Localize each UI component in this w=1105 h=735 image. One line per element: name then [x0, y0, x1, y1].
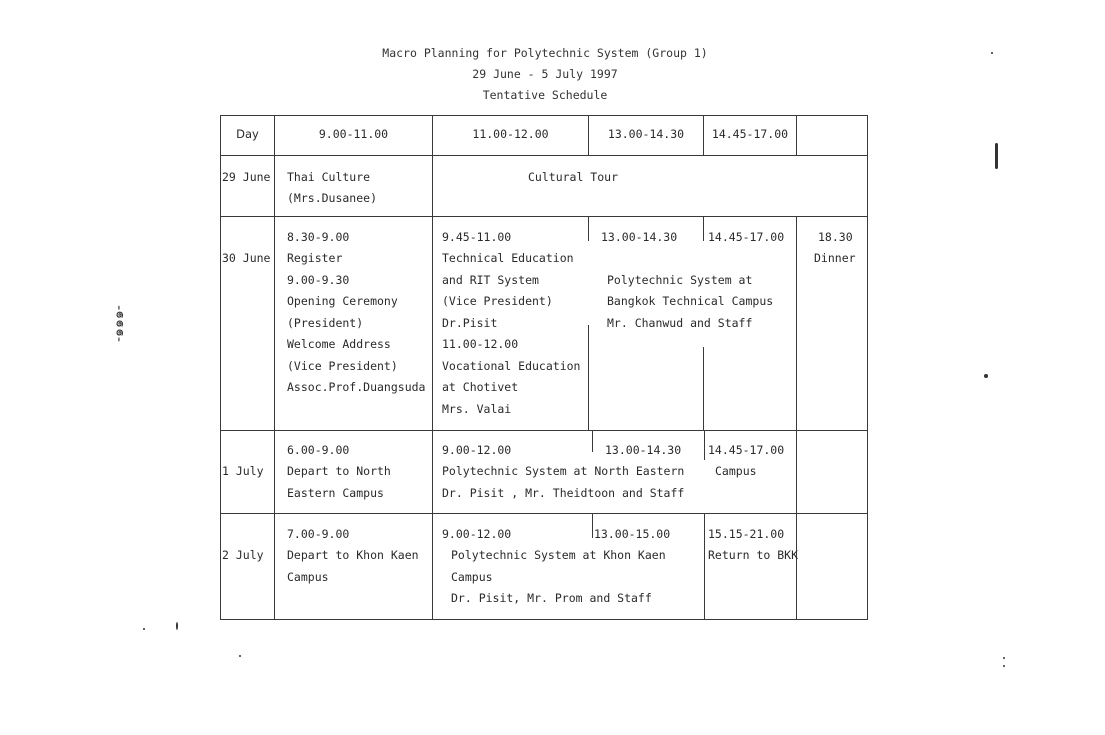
cell-text: Bangkok Technical Campus: [607, 294, 774, 308]
header-slot1: 9.00-11.00: [318, 127, 389, 141]
header-slot2: 11.00-12.00: [472, 127, 549, 141]
cell-text: 13.00-15.00: [594, 527, 671, 541]
scan-mark: [984, 374, 988, 378]
day-29-june: 29 June: [222, 170, 271, 184]
scan-mark: [1003, 665, 1005, 667]
scan-mark: [995, 143, 998, 169]
cell-text: Thai Culture: [287, 170, 371, 184]
subtitle: Tentative Schedule: [482, 88, 608, 102]
cell-text: at Chotivet: [442, 380, 519, 394]
cell-text: Dr. Pisit , Mr. Theidtoon and Staff: [442, 486, 685, 500]
cell-text: 9.00-12.00: [442, 527, 512, 541]
rule: [592, 430, 593, 452]
day-1-july: 1 July: [222, 464, 264, 478]
header-day: Day: [236, 127, 259, 141]
title: Macro Planning for Polytechnic System (Group 1): [382, 46, 708, 60]
cell-text: Campus: [451, 570, 493, 584]
cell-text: 8.30-9.00: [287, 230, 350, 244]
cell-text: 13.00-14.30: [605, 443, 682, 457]
cell-text: 6.00-9.00: [287, 443, 350, 457]
scan-mark: [1003, 657, 1005, 659]
cell-text: 15.15-21.00: [708, 527, 785, 541]
cell-text: Dr.Pisit: [442, 316, 498, 330]
cell-text: Assoc.Prof.Duangsuda: [287, 380, 426, 394]
cell-text: Polytechnic System at North Eastern: [442, 464, 685, 478]
cell-text: 18.30: [818, 230, 853, 244]
rule: [220, 430, 868, 431]
rule: [588, 216, 589, 241]
day-30-june: 30 June: [222, 251, 271, 265]
rule: [592, 513, 593, 538]
cell-text: Eastern Campus: [287, 486, 384, 500]
cell-text: Depart to Khon Kaen: [287, 548, 419, 562]
cell-text: Dinner: [814, 251, 856, 265]
cell-text: Campus: [715, 464, 757, 478]
cell-text: 14.45-17.00: [708, 443, 785, 457]
rule: [220, 155, 868, 156]
cell-text: Welcome Address: [287, 337, 391, 351]
schedule-table: [220, 115, 868, 620]
rule: [796, 115, 797, 155]
cell-text: 9.45-11.00: [442, 230, 512, 244]
cell-text: Polytechnic System at: [607, 273, 753, 287]
rule: [704, 513, 705, 619]
rule: [704, 430, 705, 460]
rule: [220, 619, 868, 620]
cell-text: Return to BKK: [708, 548, 799, 562]
cell-text: (Vice President): [287, 359, 398, 373]
page-number: -๑๑๑-: [111, 305, 127, 342]
rule: [588, 325, 589, 430]
cell-text: Mrs. Valai: [442, 402, 512, 416]
cell-text: Dr. Pisit, Mr. Prom and Staff: [451, 591, 652, 605]
cell-text: Register: [287, 251, 343, 265]
cell-text: (Mrs.Dusanee): [287, 191, 378, 205]
cell-text: Mr. Chanwud and Staff: [607, 316, 753, 330]
rule: [432, 115, 433, 620]
cell-text: 13.00-14.30: [601, 230, 678, 244]
rule: [220, 513, 868, 514]
cell-text: 9.00-12.00: [442, 443, 512, 457]
cell-text: Vocational Education: [442, 359, 581, 373]
rule: [220, 115, 868, 116]
cell-text: Opening Ceremony: [287, 294, 398, 308]
rule: [703, 347, 704, 430]
cell-text: (Vice President): [442, 294, 553, 308]
cell-text: and RIT System: [442, 273, 539, 287]
cell-text: (President): [287, 316, 364, 330]
rule: [796, 430, 797, 619]
rule: [220, 115, 221, 620]
header-slot4: 14.45-17.00: [711, 127, 789, 141]
rule: [796, 216, 797, 430]
cell-text: Technical Education: [442, 251, 574, 265]
dates: 29 June - 5 July 1997: [472, 67, 618, 81]
cell-text: 14.45-17.00: [708, 230, 785, 244]
header-slot3: 13.00-14.30: [607, 127, 685, 141]
cell-text: 9.00-9.30: [287, 273, 350, 287]
rule: [867, 115, 868, 620]
scan-mark: [239, 655, 241, 657]
cell-text: 7.00-9.00: [287, 527, 350, 541]
cell-text: Depart to North: [287, 464, 391, 478]
cell-text: Campus: [287, 570, 329, 584]
cell-text: 11.00-12.00: [442, 337, 519, 351]
day-2-july: 2 July: [222, 548, 264, 562]
cell-text: Polytechnic System at Khon Kaen: [451, 548, 666, 562]
scan-mark: [143, 628, 145, 630]
cultural-tour: Cultural Tour: [528, 170, 619, 184]
scan-mark: [991, 52, 993, 54]
rule: [274, 115, 275, 620]
rule: [703, 216, 704, 241]
scan-mark: [176, 622, 178, 630]
rule: [220, 216, 868, 217]
